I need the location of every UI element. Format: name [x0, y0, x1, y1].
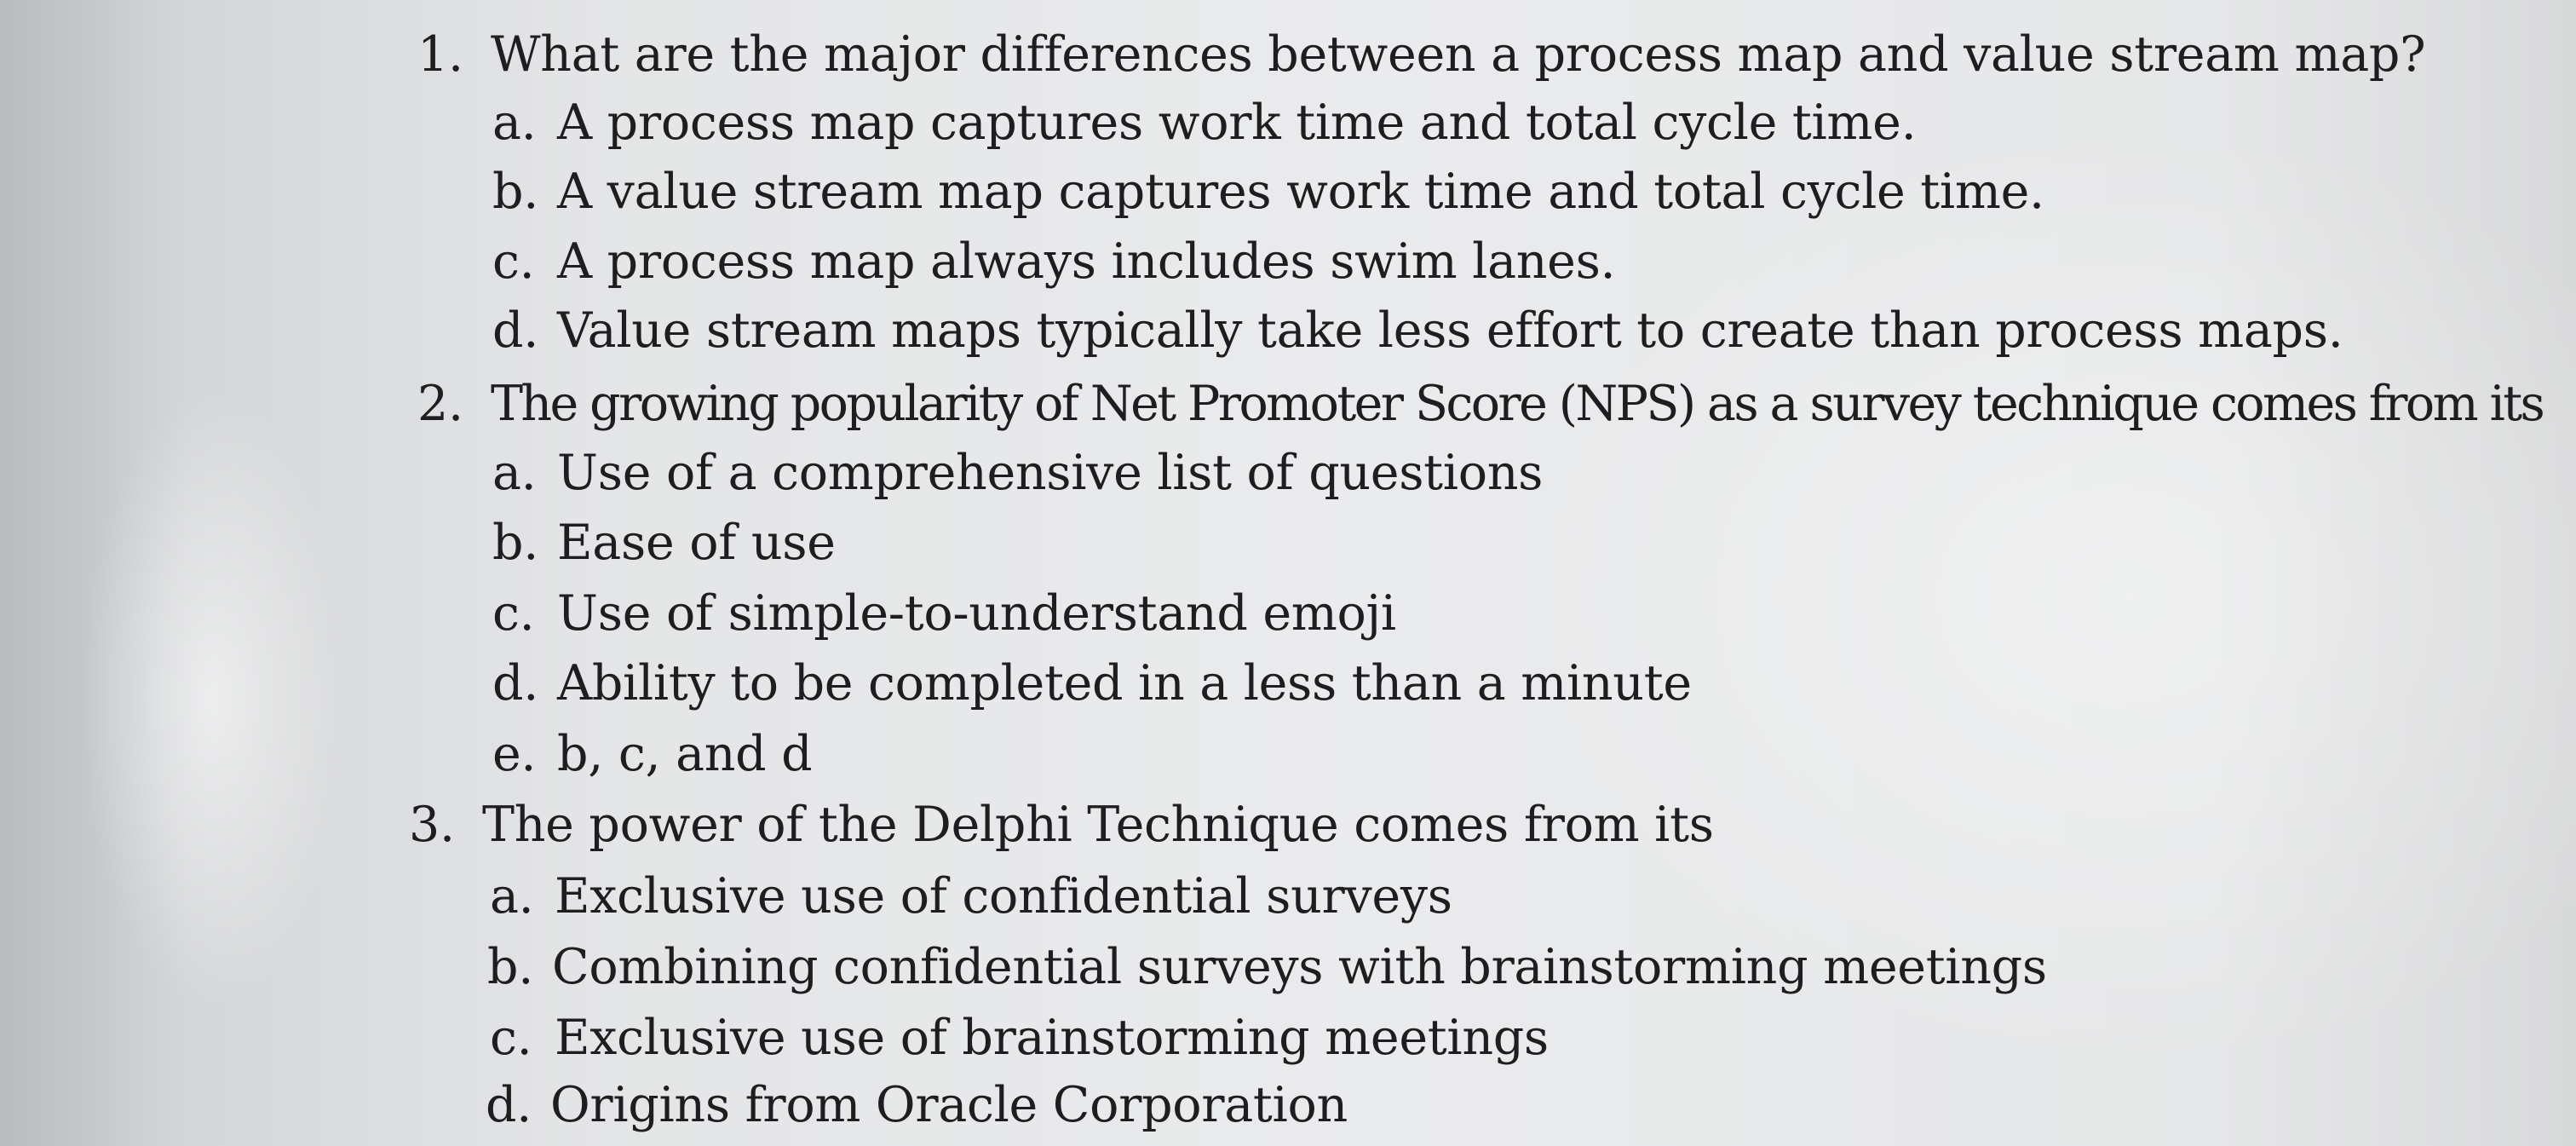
- option-text: A value stream map captures work time and total cycle time.: [557, 164, 2044, 220]
- question-number: 3.: [409, 797, 455, 853]
- question-text: The power of the Delphi Technique comes from its: [482, 797, 1714, 853]
- option-letter: b.: [492, 515, 539, 571]
- question-number: 1.: [417, 26, 463, 83]
- option-letter: d.: [492, 302, 539, 359]
- option-text: A process map captures work time and total cycle time.: [557, 95, 1917, 151]
- option-text: Use of a comprehensive list of questions: [557, 445, 1544, 501]
- option-letter: e.: [492, 726, 537, 782]
- option-letter: a.: [492, 95, 537, 151]
- option-letter: c.: [492, 585, 535, 642]
- option-text: Origins from Oracle Corporation: [550, 1077, 1348, 1133]
- option-text: Value stream maps typically take less effort to create than process maps.: [557, 302, 2343, 359]
- option-text: b, c, and d: [557, 726, 813, 782]
- option-letter: a.: [490, 868, 534, 924]
- option-letter: a.: [492, 445, 537, 501]
- option-letter: d.: [486, 1077, 532, 1133]
- option-text: Use of simple-to-understand emoji: [557, 585, 1396, 642]
- option-letter: c.: [490, 1010, 532, 1066]
- option-letter: b.: [487, 939, 534, 995]
- option-text: Ability to be completed in a less than a minute: [557, 655, 1692, 711]
- option-text: Combining confidential surveys with brainstorming meetings: [552, 939, 2047, 995]
- question-text: The growing popularity of Net Promoter Score (NPS) as a survey technique comes from its: [491, 376, 2544, 432]
- question-number: 2.: [417, 376, 463, 432]
- question-text: What are the major differences between a process map and value stream map?: [491, 26, 2426, 83]
- option-text: Exclusive use of brainstorming meetings: [555, 1010, 1549, 1066]
- option-letter: b.: [492, 164, 539, 220]
- option-letter: d.: [492, 655, 539, 711]
- option-text: A process map always includes swim lanes.: [557, 233, 1616, 290]
- option-text: Exclusive use of confidential surveys: [555, 868, 1452, 924]
- option-text: Ease of use: [557, 515, 836, 571]
- option-letter: c.: [492, 233, 535, 290]
